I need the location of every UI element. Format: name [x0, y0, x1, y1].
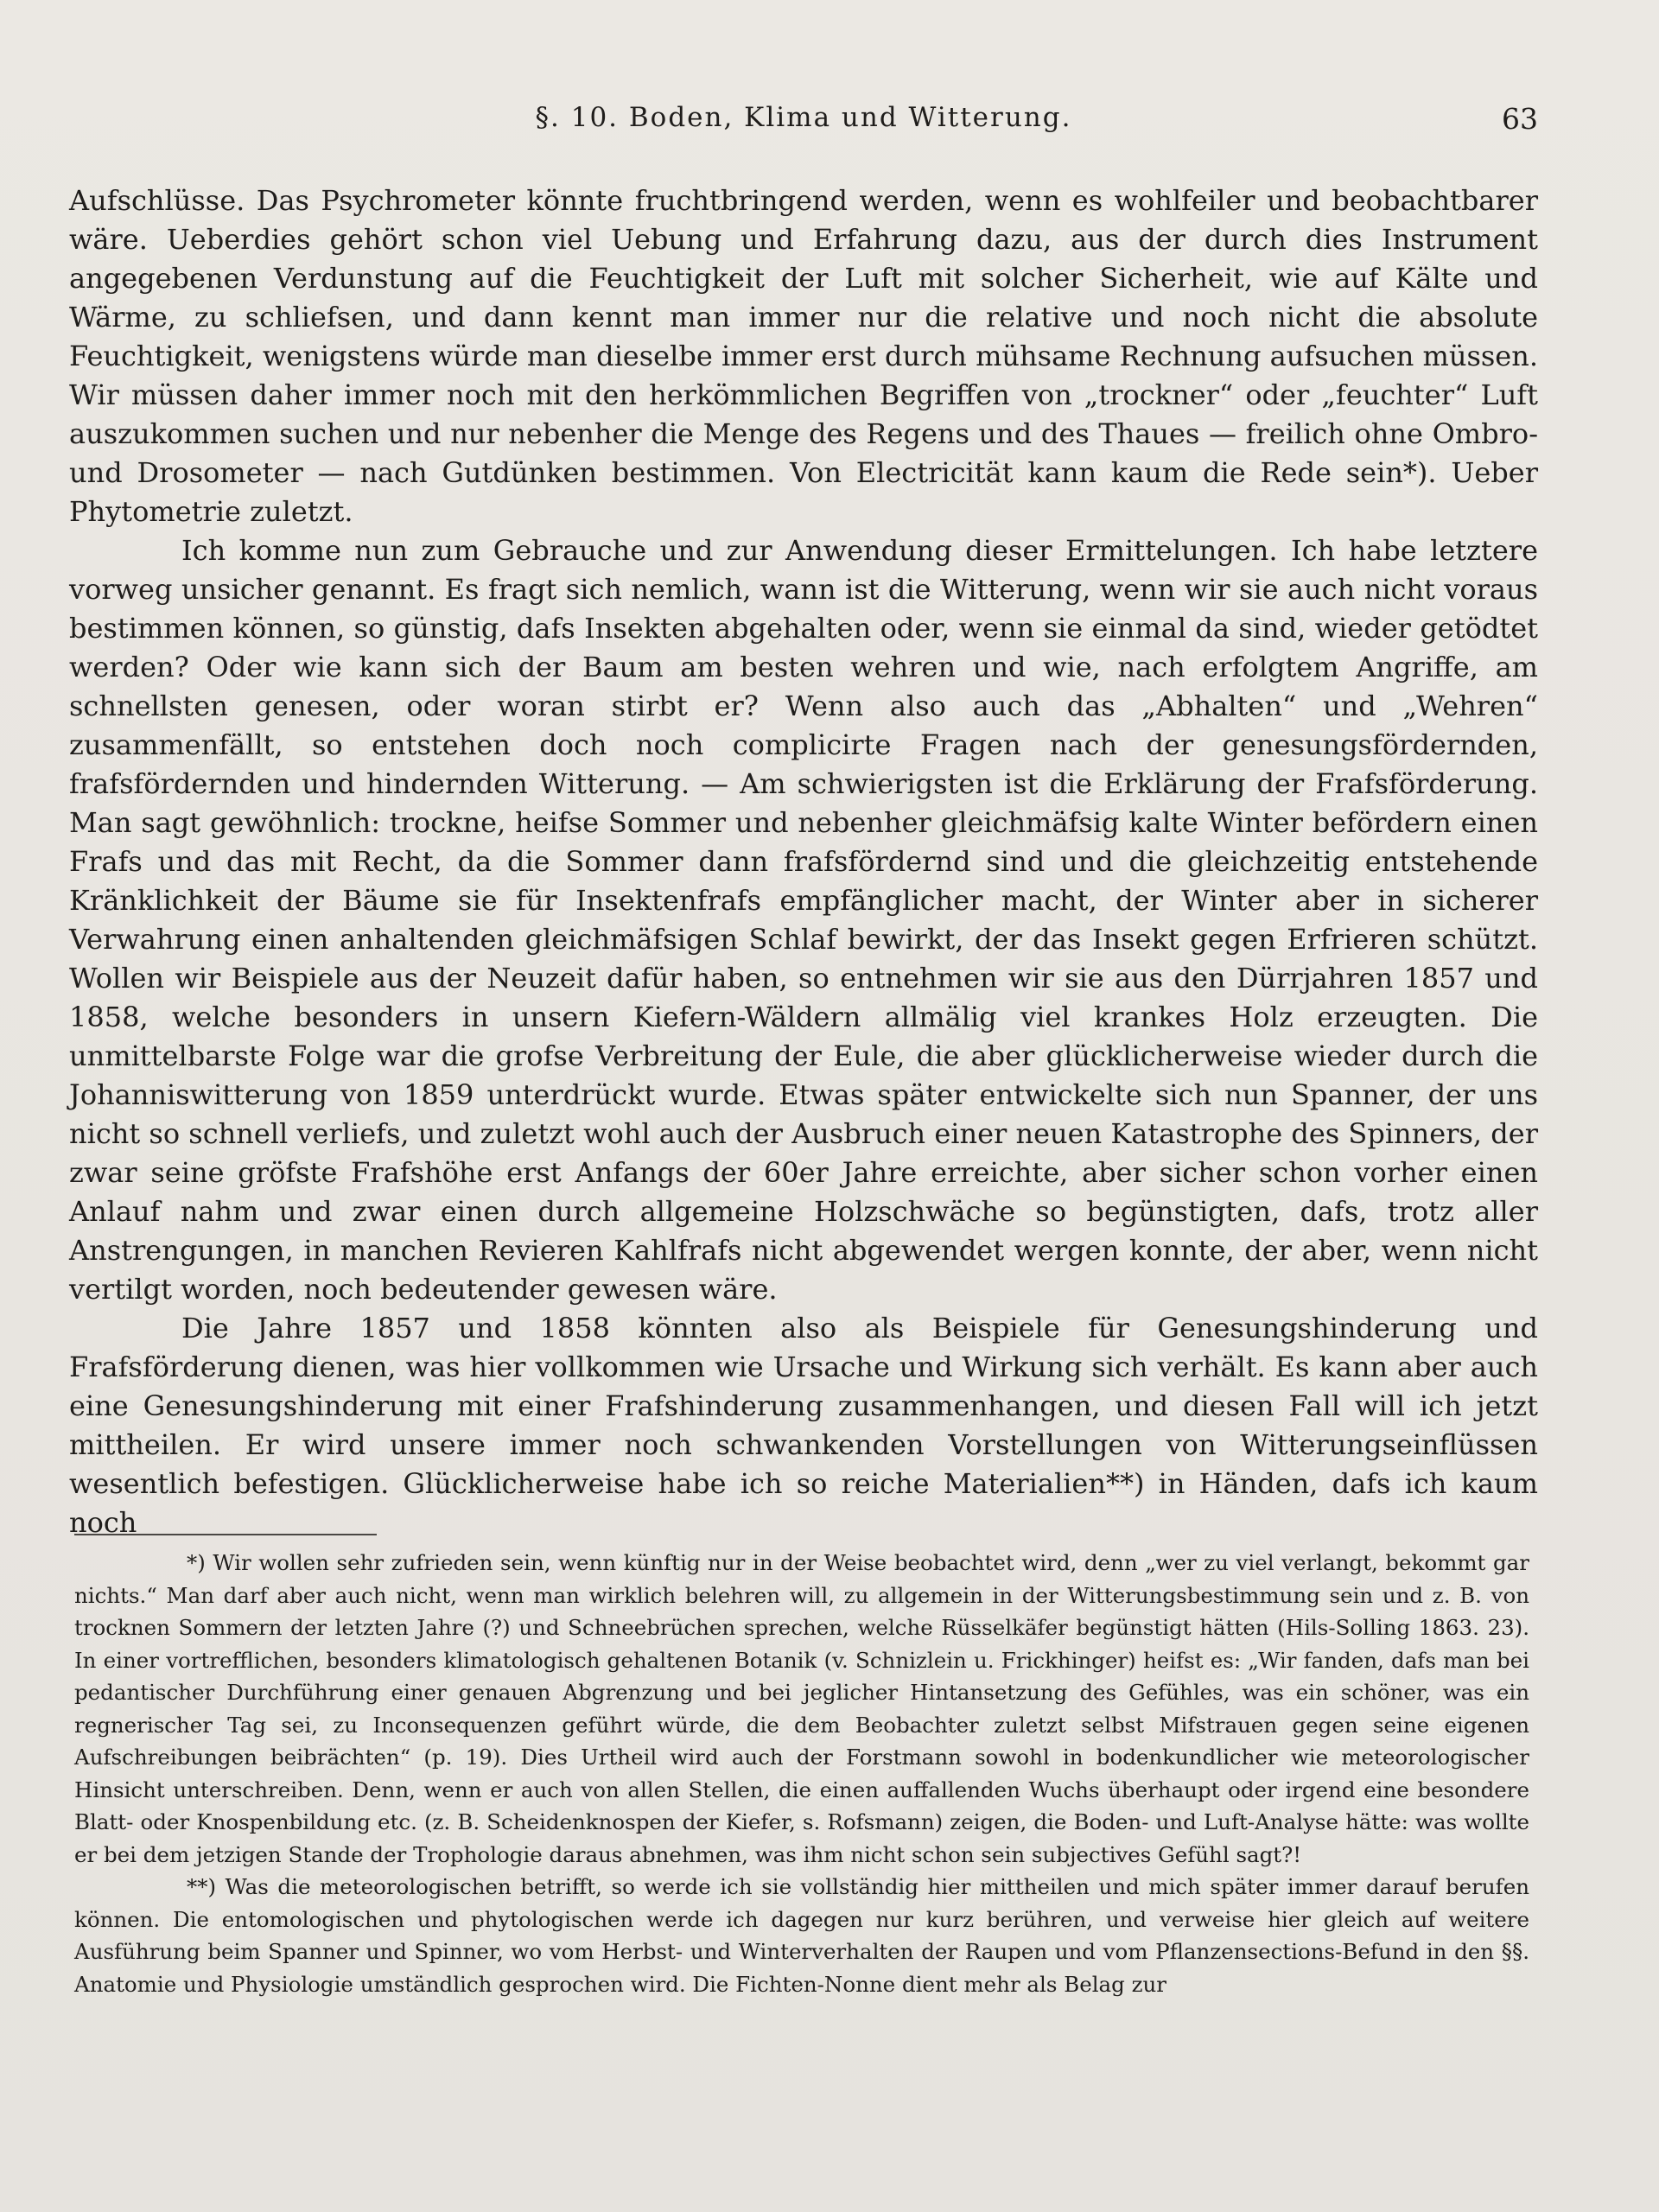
footnote-divider — [74, 1534, 377, 1535]
page-number: 63 — [1502, 102, 1538, 136]
running-header — [69, 102, 1538, 154]
running-title: §. 10. Boden, Klima und Witterung. — [535, 102, 1072, 133]
footnotes — [74, 1547, 1529, 2000]
paragraph-1: Aufschlüsse. Das Psychrometer könnte fruchtbringend werden, wenn es wohlfeiler und beobachtbarer wäre. Ueberdies gehört schon viel Uebung und Erfahrung dazu, aus der durch dies Instrument angegebenen Verdunstung auf die Feuchtigkeit der Luft mit solcher Sicherheit, wie auf Kälte und Wärme, zu schliefsen, und dann kennt man immer nur die relative und noch nicht die absolute Feuchtigkeit, wenigstens würde man dieselbe immer erst durch mühsame Rechnung aufsuchen müssen. Wir müssen daher immer noch mit den herkömmlichen Begriffen von „trockner“ oder „feuchter“ Luft auszukommen suchen und nur nebenher die Menge des Regens und des Thaues — freilich ohne Ombro- und Drosometer — nach Gutdünken bestimmen. Von Electricität kann kaum die Rede sein*). Ueber Phytometrie zuletzt. — [69, 184, 1538, 528]
paragraph-3: Die Jahre 1857 und 1858 könnten also als Beispiele für Genesungshinderung und Frafsförderung dienen, was hier vollkommen wie Ursache und Wirkung sich verhält. Es kann aber auch eine Genesungshinderung mit einer Frafshinderung zusammenhangen, und diesen Fall will ich jetzt mittheilen. Er wird unsere immer noch schwankenden Vorstellungen von Witterungseinflüssen wesentlich befestigen. Glücklicherweise habe ich so reiche Materialien**) in Händen, dafs ich kaum noch — [69, 1312, 1538, 1539]
footnote-2: **) Was die meteorologischen betrifft, so werde ich sie vollständig hier mittheilen und mich später immer darauf berufen können. Die entomologischen und phytologischen werde ich dagegen nur kurz berühren, und verweise hier gleich auf weitere Ausführung beim Spanner und Spinner, wo vom Herbst- und Winterverhalten der Raupen und vom Pflanzensections-Befund in den §§. Anatomie und Physiologie umständlich gesprochen wird. Die Fichten-Nonne dient mehr als Belag zur — [74, 1874, 1529, 1997]
footnote-1: *) Wir wollen sehr zufrieden sein, wenn künftig nur in der Weise beobachtet wird, denn „wer zu viel verlangt, bekommt gar nichts.“ Man darf aber auch nicht, wenn man wirklich belehren will, zu allgemein in der Witterungsbestimmung sein und z. B. von trocknen Sommern der letzten Jahre (?) und Schneebrüchen sprechen, welche Rüsselkäfer begünstigt hätten (Hils-Solling 1863. 23). In einer vortrefflichen, besonders klimatologisch gehaltenen Botanik (v. Schnizlein u. Frickhinger) heifst es: „Wir fanden, dafs man bei pedantischer Durchführung einer genauen Abgrenzung und bei jeglicher Hintansetzung des Gefühles, was ein schöner, was ein regnerischer Tag sei, zu Inconsequenzen geführt würde, die dem Beobachter zuletzt selbst Mifstrauen gegen seine eigenen Aufschreibungen beibrächten“ (p. 19). Dies Urtheil wird auch der Forstmann sowohl in bodenkundlicher wie meteorologischer Hinsicht unterschreiben. Denn, wenn er auch von allen Stellen, die einen auffallenden Wuchs überhaupt oder irgend eine besondere Blatt- oder Knospenbildung etc. (z. B. Scheidenknospen der Kiefer, s. Rofsmann) zeigen, die Boden- und Luft-Analyse hätte: was wollte er bei dem jetzigen Stande der Trophologie daraus abnehmen, was ihm nicht schon sein subjectives Gefühl sagt?! — [74, 1550, 1529, 1867]
paragraph-2: Ich komme nun zum Gebrauche und zur Anwendung dieser Ermittelungen. Ich habe letztere vorweg unsicher genannt. Es fragt sich nemlich, wann ist die Witterung, wenn wir sie auch nicht voraus bestimmen können, so günstig, dafs Insekten abgehalten oder, wenn sie einmal da sind, wieder getödtet werden? Oder wie kann sich der Baum am besten wehren und wie, nach erfolgtem Angriffe, am schnellsten genesen, oder woran stirbt er? Wenn also auch das „Abhalten“ und „Wehren“ zusammenfällt, so entstehen doch noch complicirte Fragen nach der genesungsfördernden, frafsfördernden und hindernden Witterung. — Am schwierigsten ist die Erklärung der Frafsförderung. Man sagt gewöhnlich: trockne, heifse Sommer und nebenher gleichmäfsig kalte Winter befördern einen Frafs und das mit Recht, da die Sommer dann frafsfördernd sind und die gleichzeitig entstehende Kränklichkeit der Bäume sie für Insektenfrafs empfänglicher macht, der Winter aber in sicherer Verwahrung einen anhaltenden gleichmäfsigen Schlaf bewirkt, der das Insekt gegen Erfrieren schützt. Wollen wir Beispiele aus der Neuzeit dafür haben, so entnehmen wir sie aus den Dürrjahren 1857 und 1858, welche besonders in unsern Kiefern-Wäldern allmälig viel krankes Holz erzeugten. Die unmittelbarste Folge war die grofse Verbreitung der Eule, die aber glücklicherweise wieder durch die Johanniswitterung von 1859 unterdrückt wurde. Etwas später entwickelte sich nun Spanner, der uns nicht so schnell verliefs, und zuletzt wohl auch der Ausbruch einer neuen Katastrophe des Spinners, der zwar seine gröfste Frafshöhe erst Anfangs der 60er Jahre erreichte, aber sicher schon vorher einen Anlauf nahm und zwar einen durch allgemeine Holzschwäche so begünstigten, dafs, trotz aller Anstrengungen, in manchen Revieren Kahlfrafs nicht abgewendet wergen konnte, der aber, wenn nicht vertilgt worden, noch bedeutender gewesen wäre. — [69, 534, 1538, 1306]
main-text — [69, 181, 1538, 1542]
